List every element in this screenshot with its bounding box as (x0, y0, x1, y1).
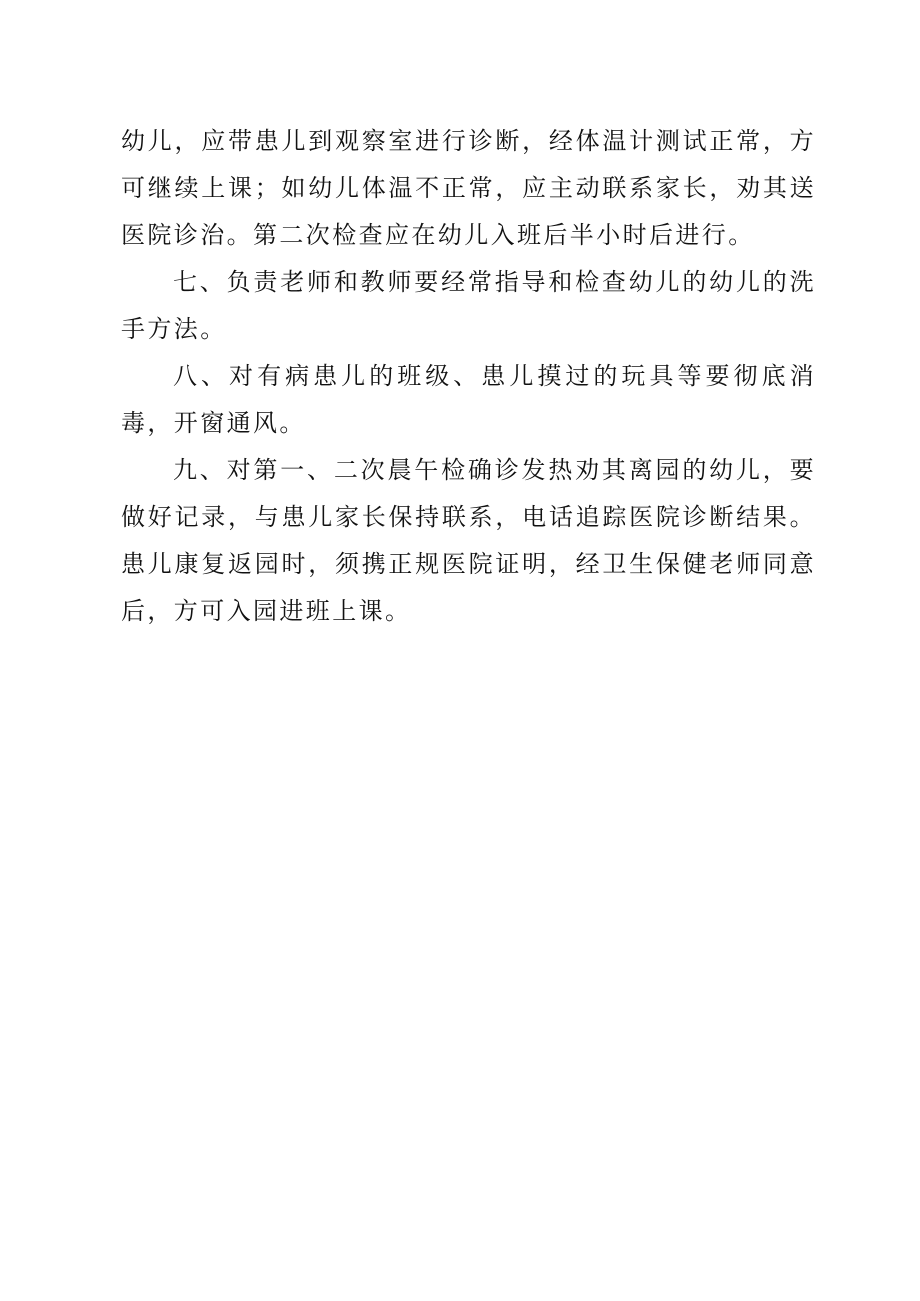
paragraph-item-seven: 七、负责老师和教师要经常指导和检查幼儿的幼儿的洗手方法。 (121, 268, 816, 343)
document-body (121, 118, 816, 635)
paragraph-item-eight: 八、对有病患儿的班级、患儿摸过的玩具等要彻底消毒，开窗通风。 (121, 362, 816, 437)
paragraph-continued: 幼儿，应带患儿到观察室进行诊断，经体温计测试正常，方可继续上课；如幼儿体温不正常，应主动联系家长，劝其送医院诊治。第二次检查应在幼儿入班后半小时后进行。 (121, 127, 816, 249)
paragraph-item-nine: 九、对第一、二次晨午检确诊发热劝其离园的幼儿，要做好记录，与患儿家长保持联系，电话追踪医院诊断结果。患儿康复返园时，须携正规医院证明，经卫生保健老师同意后，方可入园进班上课。 (121, 456, 816, 625)
